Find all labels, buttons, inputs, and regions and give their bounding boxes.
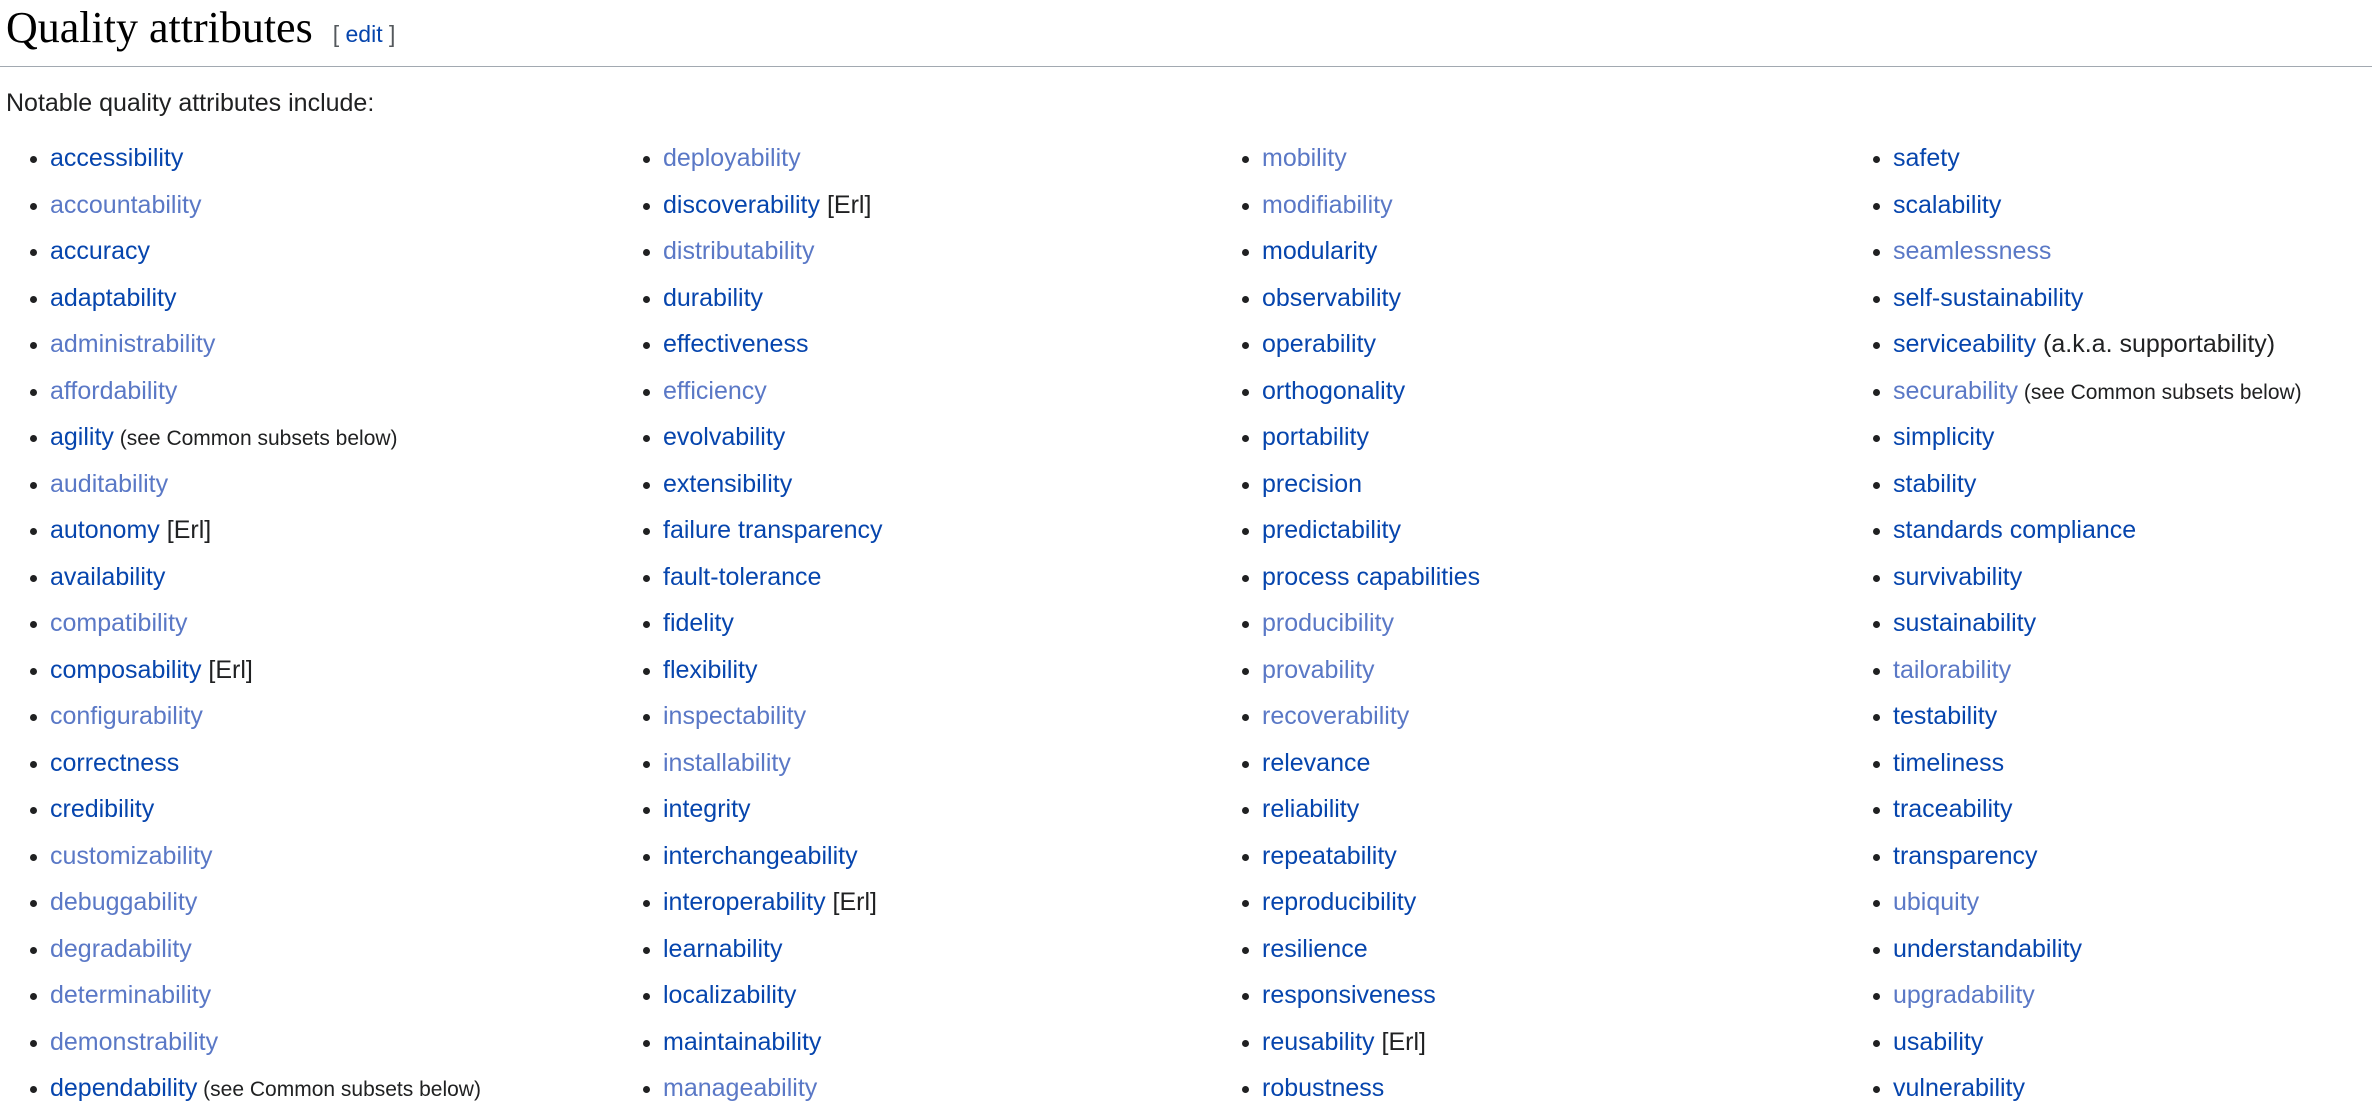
list-item <box>1893 182 2372 229</box>
list-item <box>50 182 613 229</box>
page-title: Quality attributes <box>6 3 313 52</box>
list-item <box>1262 879 1843 926</box>
list-item <box>1893 368 2372 415</box>
edit-section <box>333 21 396 47</box>
attribute-link[interactable]: survivability <box>1893 562 2023 591</box>
attribute-link[interactable]: stability <box>1893 469 1977 498</box>
list-item <box>663 507 1212 554</box>
list-item <box>50 786 613 833</box>
list-item <box>1262 600 1843 647</box>
attribute-link[interactable]: dependability <box>50 1074 198 1102</box>
attribute-link[interactable]: degradability <box>50 934 192 963</box>
list-item <box>1893 647 2372 694</box>
attribute-link[interactable]: debuggability <box>50 888 198 916</box>
attribute-link[interactable]: durability <box>663 283 764 312</box>
attribute-link[interactable]: autonomy <box>50 516 160 544</box>
list-item <box>663 786 1212 833</box>
list-item <box>663 693 1212 740</box>
list-item <box>1262 926 1843 973</box>
list-item <box>1262 135 1843 182</box>
edit-link[interactable]: edit <box>345 21 383 47</box>
attribute-link[interactable]: accessibility <box>50 144 184 172</box>
section-heading <box>0 0 2372 67</box>
attribute-link[interactable]: accuracy <box>50 237 151 265</box>
attribute-suffix: [Erl] <box>159 516 212 544</box>
attribute-link[interactable]: scalability <box>1893 190 2002 219</box>
list-item <box>50 600 613 647</box>
attribute-link[interactable]: observability <box>1262 283 1401 312</box>
list-item <box>663 926 1212 973</box>
list-item <box>663 972 1212 1019</box>
list-item <box>50 647 613 694</box>
attribute-link[interactable]: ubiquity <box>1893 888 1980 916</box>
attribute-suffix: [Erl] <box>1374 1027 1426 1056</box>
intro-text: Notable quality attributes include: <box>6 89 375 117</box>
list-item <box>1893 321 2372 368</box>
attribute-link[interactable]: failure transparency <box>663 516 883 544</box>
edit-close-bracket: ] <box>388 21 396 47</box>
list-item <box>1262 368 1843 415</box>
list-item <box>1262 833 1843 880</box>
attribute-link[interactable]: securability <box>1893 376 2019 405</box>
attribute-link[interactable]: installability <box>663 748 791 777</box>
list-item <box>50 740 613 787</box>
attribute-link[interactable]: timeliness <box>1893 748 2005 777</box>
list-item <box>1262 228 1843 275</box>
attribute-link[interactable]: self-sustainability <box>1893 283 2084 312</box>
attribute-link[interactable]: localizability <box>663 981 797 1009</box>
attribute-link[interactable]: robustness <box>1262 1074 1385 1102</box>
list-item <box>663 414 1212 461</box>
attribute-columns <box>0 135 2372 1112</box>
list-item <box>1893 1065 2372 1112</box>
attribute-column-4 <box>1843 135 2372 1112</box>
list-item <box>663 321 1212 368</box>
list-item <box>1262 507 1843 554</box>
attribute-link[interactable]: interchangeability <box>663 841 858 870</box>
attribute-link[interactable]: serviceability <box>1893 330 2037 358</box>
attribute-link[interactable]: provability <box>1262 655 1375 684</box>
list-item <box>1262 554 1843 601</box>
list-item <box>1262 647 1843 694</box>
attribute-link[interactable]: learnability <box>663 934 783 963</box>
attribute-link[interactable]: transparency <box>1893 841 2038 870</box>
list-item <box>50 693 613 740</box>
list-item <box>1893 507 2372 554</box>
attribute-link[interactable]: distributability <box>663 237 815 265</box>
list-item <box>1262 740 1843 787</box>
list-item <box>1893 135 2372 182</box>
list-item <box>50 1065 613 1112</box>
list-item <box>50 972 613 1019</box>
list-item <box>663 647 1212 694</box>
list-item <box>50 879 613 926</box>
list-item <box>1262 461 1843 508</box>
attribute-link[interactable]: extensibility <box>663 469 793 498</box>
attribute-link[interactable]: manageability <box>663 1074 818 1102</box>
attribute-link[interactable]: correctness <box>50 748 180 777</box>
list-item <box>1893 786 2372 833</box>
attribute-column-1 <box>0 135 613 1112</box>
attribute-link[interactable]: resilience <box>1262 934 1368 963</box>
attribute-link[interactable]: accountability <box>50 190 202 219</box>
attribute-link[interactable]: understandability <box>1893 934 2083 963</box>
attribute-link[interactable]: safety <box>1893 144 1960 172</box>
attribute-suffix: [Erl] <box>820 190 872 219</box>
list-item <box>1262 275 1843 322</box>
list-item <box>1893 740 2372 787</box>
list-item <box>663 740 1212 787</box>
list-item <box>1262 693 1843 740</box>
attribute-link[interactable]: modularity <box>1262 237 1378 265</box>
list-item <box>1262 414 1843 461</box>
attribute-link[interactable]: fidelity <box>663 609 734 637</box>
attribute-link[interactable]: upgradability <box>1893 981 2035 1009</box>
attribute-link[interactable]: simplicity <box>1893 423 1995 451</box>
attribute-link[interactable]: affordability <box>50 376 178 405</box>
list-item <box>1893 600 2372 647</box>
list-item <box>50 554 613 601</box>
attribute-suffix: (see Common subsets below) <box>113 427 398 450</box>
attribute-link[interactable]: tailorability <box>1893 655 2012 684</box>
attribute-link[interactable]: portability <box>1262 423 1369 451</box>
attribute-link[interactable]: standards compliance <box>1893 516 2137 544</box>
attribute-suffix: (a.k.a. supportability) <box>2036 330 2276 358</box>
list-item <box>663 275 1212 322</box>
attribute-link[interactable]: mobility <box>1262 144 1347 172</box>
edit-open-bracket: [ <box>332 21 340 47</box>
list-item <box>1893 972 2372 1019</box>
list-item <box>1893 1019 2372 1066</box>
list-item <box>1262 1065 1843 1112</box>
attribute-link[interactable]: orthogonality <box>1262 376 1406 405</box>
attribute-link[interactable]: discoverability <box>663 190 821 219</box>
list-item <box>50 135 613 182</box>
list-item <box>50 833 613 880</box>
list-item <box>50 1019 613 1066</box>
attribute-suffix: (see Common subsets below) <box>2018 380 2302 404</box>
attribute-link[interactable]: flexibility <box>663 655 758 684</box>
list-item <box>50 461 613 508</box>
attribute-link[interactable]: adaptability <box>50 283 177 312</box>
list-item <box>663 1019 1212 1066</box>
attribute-link[interactable]: responsiveness <box>1262 981 1436 1009</box>
attribute-column-2 <box>613 135 1212 1112</box>
list-item <box>663 368 1212 415</box>
list-item <box>1893 554 2372 601</box>
list-item <box>1893 879 2372 926</box>
list-item <box>50 507 613 554</box>
attribute-link[interactable]: modifiability <box>1262 190 1393 219</box>
attribute-link[interactable]: integrity <box>663 795 751 823</box>
attribute-link[interactable]: reproducibility <box>1262 888 1417 916</box>
attribute-link[interactable]: interoperability <box>663 888 826 916</box>
attribute-link[interactable]: configurability <box>50 702 203 730</box>
attribute-link[interactable]: credibility <box>50 795 155 823</box>
attribute-link[interactable]: composability <box>50 655 202 684</box>
attribute-link[interactable]: deployability <box>663 144 801 172</box>
list-item <box>663 461 1212 508</box>
list-item <box>1893 693 2372 740</box>
attribute-link[interactable]: effectiveness <box>663 330 809 358</box>
list-item <box>1893 414 2372 461</box>
list-item <box>663 182 1212 229</box>
list-item <box>50 321 613 368</box>
list-item <box>663 879 1212 926</box>
list-item <box>663 228 1212 275</box>
list-item <box>663 833 1212 880</box>
attribute-link[interactable]: demonstrability <box>50 1027 219 1056</box>
attribute-link[interactable]: evolvability <box>663 423 786 451</box>
attribute-suffix: [Erl] <box>201 655 253 684</box>
attribute-suffix: [Erl] <box>825 888 877 916</box>
attribute-suffix: (see Common subsets below) <box>197 1078 481 1101</box>
list-item <box>50 275 613 322</box>
attribute-link[interactable]: seamlessness <box>1893 237 2052 265</box>
attribute-link[interactable]: traceability <box>1893 795 2013 823</box>
list-item <box>1262 321 1843 368</box>
attribute-link[interactable]: maintainability <box>663 1027 822 1056</box>
list-item <box>1893 461 2372 508</box>
list-item <box>663 554 1212 601</box>
list-item <box>50 228 613 275</box>
attribute-link[interactable]: testability <box>1893 702 1998 730</box>
attribute-column-3 <box>1212 135 1843 1112</box>
attribute-link[interactable]: auditability <box>50 469 169 498</box>
attribute-link[interactable]: relevance <box>1262 748 1371 777</box>
list-item <box>1262 972 1843 1019</box>
list-item <box>1893 228 2372 275</box>
attribute-link[interactable]: precision <box>1262 469 1363 498</box>
attribute-link[interactable]: process capabilities <box>1262 562 1481 591</box>
attribute-link[interactable]: compatibility <box>50 609 188 637</box>
list-item <box>1893 833 2372 880</box>
list-item <box>1262 786 1843 833</box>
attribute-link[interactable]: reliability <box>1262 795 1360 823</box>
attribute-link[interactable]: fault-tolerance <box>663 562 822 591</box>
attribute-link[interactable]: sustainability <box>1893 609 2037 637</box>
list-item <box>1262 1019 1843 1066</box>
attribute-link[interactable]: administrability <box>50 330 216 358</box>
attribute-link[interactable]: inspectability <box>663 702 807 730</box>
attribute-link[interactable]: availability <box>50 562 166 591</box>
attribute-link[interactable]: repeatability <box>1262 841 1397 870</box>
list-item <box>50 368 613 415</box>
attribute-link[interactable]: usability <box>1893 1027 1984 1056</box>
attribute-link[interactable]: reusability <box>1262 1027 1375 1056</box>
list-item <box>1262 182 1843 229</box>
attribute-link[interactable]: predictability <box>1262 516 1401 544</box>
attribute-link[interactable]: operability <box>1262 330 1376 358</box>
list-item <box>50 926 613 973</box>
list-item <box>663 1065 1212 1112</box>
attribute-link[interactable]: recoverability <box>1262 702 1410 730</box>
attribute-link[interactable]: determinability <box>50 981 212 1009</box>
list-item <box>1893 275 2372 322</box>
attribute-link[interactable]: efficiency <box>663 376 767 405</box>
attribute-link[interactable]: agility <box>50 423 114 451</box>
list-item <box>663 135 1212 182</box>
attribute-link[interactable]: producibility <box>1262 609 1395 637</box>
attribute-link[interactable]: customizability <box>50 841 213 870</box>
list-item <box>663 600 1212 647</box>
list-item <box>50 414 613 461</box>
list-item <box>1893 926 2372 973</box>
attribute-link[interactable]: vulnerability <box>1893 1074 2026 1102</box>
